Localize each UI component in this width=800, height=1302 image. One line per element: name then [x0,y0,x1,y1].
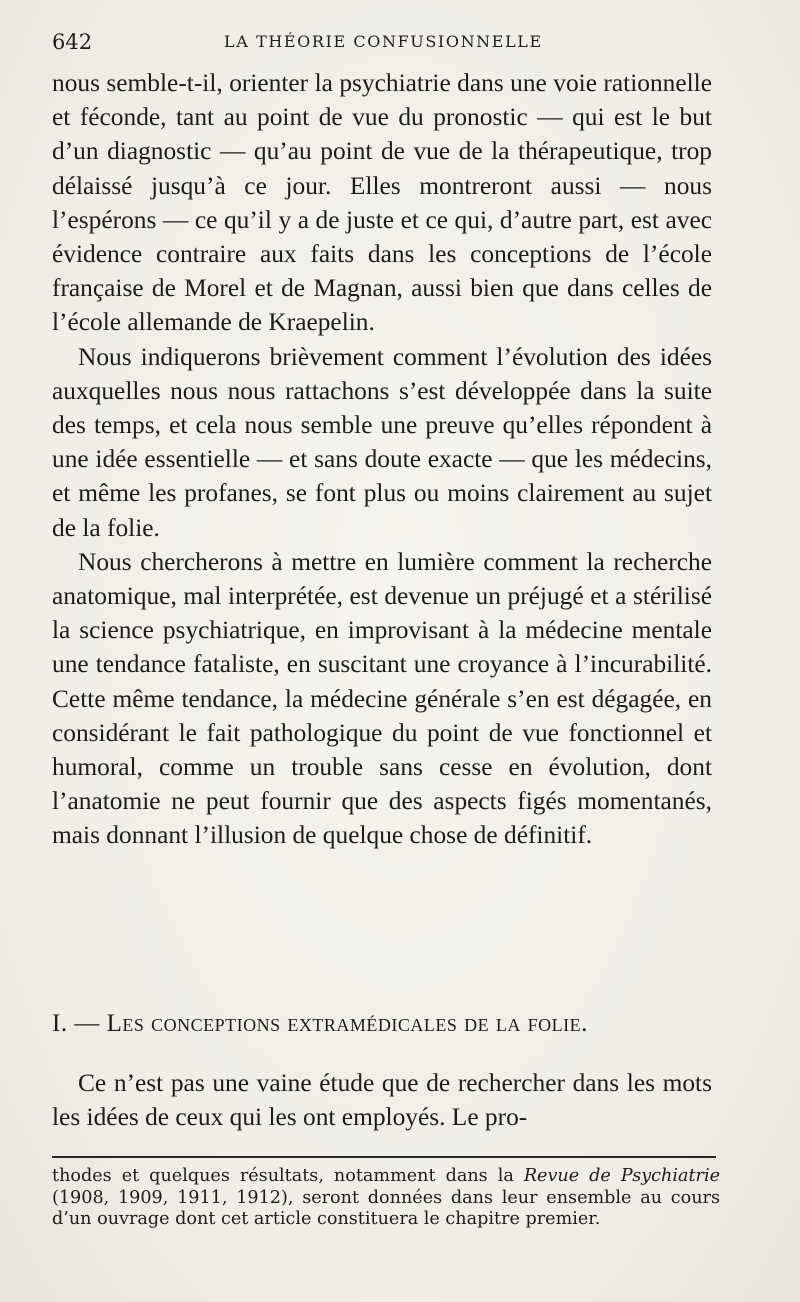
paragraph: Nous chercherons à mettre en lumière comment la recherche anatomique, mal interprétée, est devenue un préjugé et a stérilisé la science psychiatrique, en improvisant à la médecine mentale une tendance fataliste, en suscitant une croyance à l’incurabilité. Cette même tendance, la médecine générale s’en est dégagée, en considérant le fait pathologique du point de vue fonctionnel et humoral, comme un trouble sans cesse en évolution, dont l’anatomie ne peut fournir que des aspects figés momentanés, mais donnant l’illusion de quelque chose de définitif. [52,547,712,850]
running-head [48,30,712,60]
footnote [52,1166,720,1231]
section-paragraph: Ce n’est pas une vaine étude que de rechercher dans les mots les idées de ceux qui les ont employés. Le pro- [52,1069,712,1132]
paragraph-continuation: nous semble-t-il, orienter la psychiatrie dans une voie rationnelle et féconde, tant au point de vue du pronostic — qui est le but d’un diagnostic — qu’au point de vue de la thérapeutique, trop délaissé jusqu’à ce jour. Elles montreront aussi — nous l’espérons — ce qu’il y a de juste et ce qui, d’autre part, est avec évidence contraire aux faits dans les conceptions de l’école française de Morel et de Magnan, aussi bien que dans celles de l’école allemande de Kraepelin. [52,69,712,337]
footnote-text-end: (1908, 1909, 1911, 1912), seront données dans leur ensemble au cours d’un ouvrage dont cet article constituera le chapitre premier. [52,1187,720,1230]
footnote-text-start: thodes et quelques résultats, notamment dans la [52,1166,524,1186]
running-title: LA THÉORIE CONFUSIONNELLE [224,32,543,51]
section-title: Les conceptions extramédicales de la folie. [106,1010,588,1037]
section-heading [52,1010,712,1038]
paragraph: Nous indiquerons brièvement comment l’évolution des idées auxquelles nous nous rattachons s’est développée dans la suite des temps, et cela nous semble une preuve qu’elles répondent à une idée essentielle — et sans doute exacte — que les médecins, et même les profanes, se font plus ou moins clairement au sujet de la folie. [52,342,712,542]
footnote-journal: Revue de Psychiatrie [523,1166,720,1186]
section-number: I. — [52,1010,100,1037]
footnote-rule [52,1156,716,1158]
page-number: 642 [52,30,93,54]
body-text [52,66,712,853]
